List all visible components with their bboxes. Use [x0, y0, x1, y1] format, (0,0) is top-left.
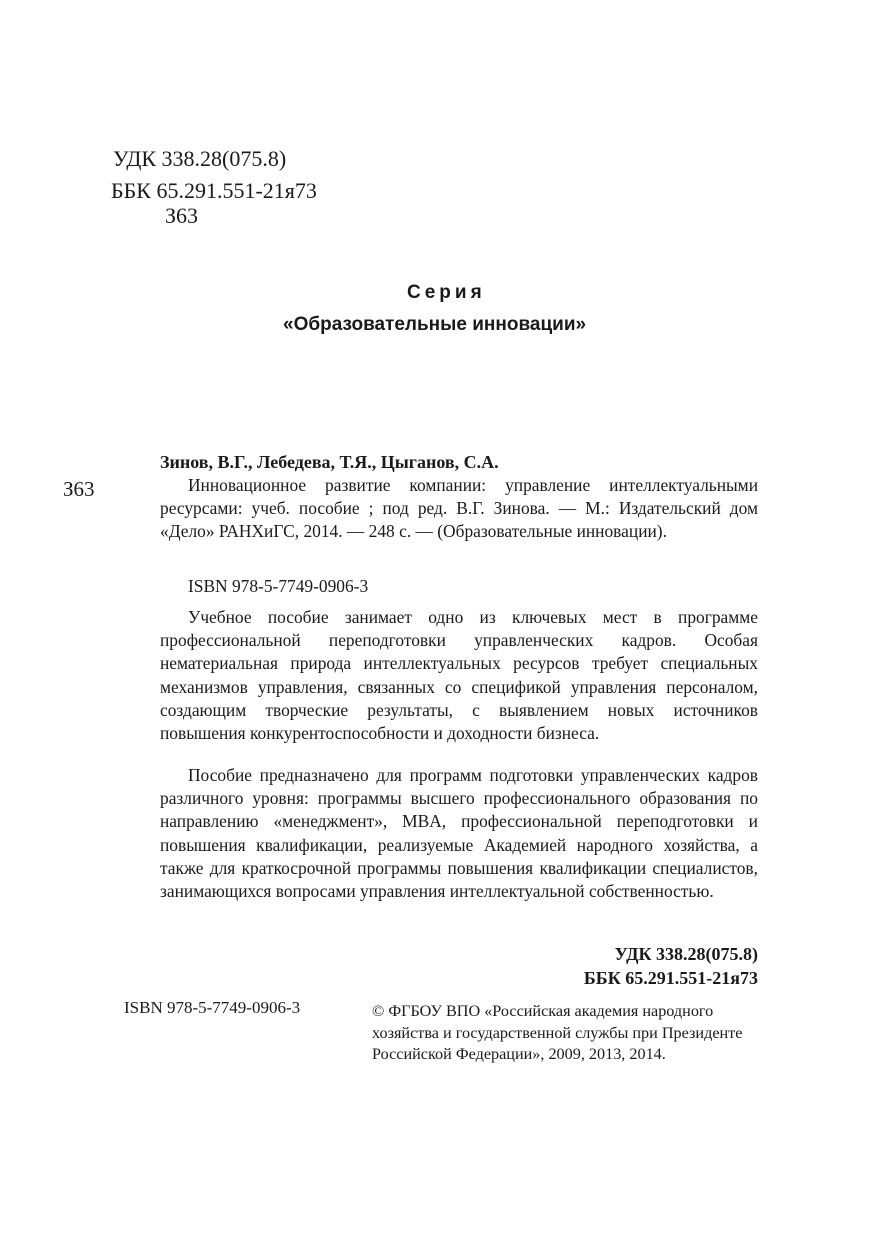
udk-code-bottom: УДК 338.28(075.8)	[614, 944, 758, 964]
bbk-code-bottom: ББК 65.291.551-21я73	[583, 968, 758, 988]
annotation-paragraph-2	[160, 764, 758, 903]
annotation-text-1: Учебное пособие занимает одно из ключевых мест в программе профессиональной переподготовки управленческих кадров. Особая нематериальная природа интеллектуальных ресурсов требует специальных механизмов управления, связанных со спецификой управления персоналом, создающим творческие результаты, с выявлением новых источников повышения конкурентоспособности и доходности бизнеса.	[160, 607, 758, 744]
author-mark-top: З63	[165, 203, 199, 228]
bibliographic-description	[160, 474, 758, 544]
authors-heading: Зинов, В.Г., Лебедева, Т.Я., Цыганов, С.А.	[160, 452, 499, 472]
bibliographic-text: Инновационное развитие компании: управление интеллектуальными ресурсами: учеб. пособие ; под ред. В.Г. Зинова. — М.: Издательский дом «Дело» РАНХиГС, 2014. — 248 с. — (Образовательные инновации).	[160, 475, 758, 542]
bbk-code-top: ББК 65.291.551-21я73	[111, 178, 317, 203]
series-label: Серия	[407, 282, 486, 303]
udk-code-top: УДК 338.28(075.8)	[113, 146, 287, 171]
isbn-bottom: ISBN 978-5-7749-0906-3	[124, 998, 301, 1017]
author-mark-side: З63	[63, 477, 95, 501]
copyright-notice: © ФГБОУ ВПО «Российская академия народного хозяйства и государственной службы при Президенте Российской Федерации», 2009, 2013, 2014.	[372, 1002, 743, 1063]
annotation-text-2: Пособие предназначено для программ подготовки управленческих кадров различного уровня: программы высшего профессионального образования по направлению «менеджмент», MBA, профессиональной переподготовки и повышения квалификации, реализуемые Академией народного хозяйства, а также для краткосрочной программы повышения квалификации специалистов, занимающихся вопросами управления интеллектуальной собственностью.	[160, 765, 758, 902]
annotation-paragraph-1	[160, 606, 758, 745]
isbn-main: ISBN 978-5-7749-0906-3	[188, 576, 369, 596]
series-title: «Образовательные инновации»	[283, 314, 587, 335]
